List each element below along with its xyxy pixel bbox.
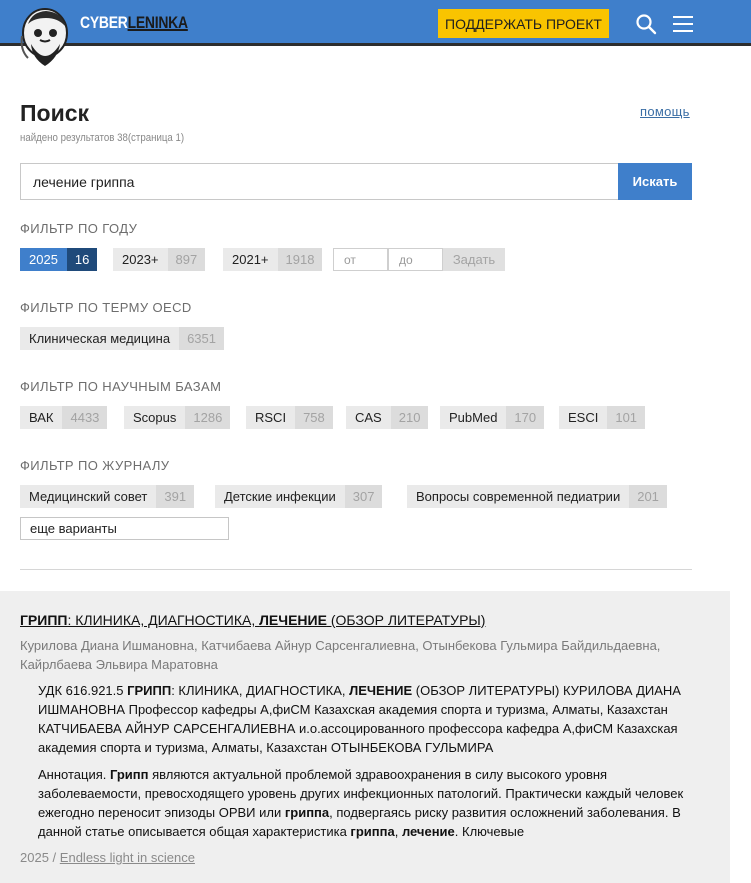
- chip-count: 101: [607, 406, 645, 429]
- chip-count: 170: [506, 406, 544, 429]
- result-footer: [20, 850, 195, 865]
- search-result-card: [0, 591, 730, 883]
- page-title: Поиск: [20, 100, 90, 126]
- year-from-input[interactable]: [333, 248, 388, 271]
- lenin-logo-icon: [18, 6, 74, 70]
- year-to-input[interactable]: [388, 248, 443, 271]
- chip-label: PubMed: [440, 406, 506, 429]
- chip-count: 16: [67, 248, 97, 271]
- highlight-term: лечение: [401, 824, 455, 839]
- title-text: (ОБЗОР ЛИТЕРАТУРЫ): [326, 612, 486, 628]
- highlight-term: ЛЕЧЕНИЕ: [349, 683, 413, 698]
- year-filter-title: ФИЛЬТР ПО ГОДУ: [20, 221, 138, 236]
- footer-separator: /: [52, 850, 57, 865]
- bases-filter-title: ФИЛЬТР ПО НАУЧНЫМ БАЗАМ: [20, 379, 222, 394]
- title-text: : КЛИНИКА, ДИАГНОСТИКА,: [67, 612, 260, 628]
- chip-count: 1286: [185, 406, 230, 429]
- chip-count: 391: [156, 485, 194, 508]
- snippet-text: . Ключевые: [454, 824, 525, 839]
- chip-count: 1918: [278, 248, 323, 271]
- chip-label: 2021+: [223, 248, 278, 271]
- more-journals-button[interactable]: еще варианты: [20, 517, 229, 540]
- result-year: 2025: [20, 850, 49, 865]
- site-header: [0, 0, 751, 46]
- site-logo[interactable]: [18, 6, 74, 70]
- highlight-term: ГРИПП: [127, 683, 172, 698]
- highlight-term: гриппа: [284, 805, 330, 820]
- site-logo-text[interactable]: [80, 13, 188, 33]
- snippet-text: УДК 616.921.5: [38, 683, 128, 698]
- chip-label: ВАК: [20, 406, 62, 429]
- chip-count: 4433: [62, 406, 107, 429]
- snippet-paragraph: [38, 765, 698, 841]
- year-chip-2025[interactable]: [20, 248, 97, 271]
- journal-filter-title: ФИЛЬТР ПО ЖУРНАЛУ: [20, 458, 170, 473]
- snippet-text: : КЛИНИКА, ДИАГНОСТИКА,: [171, 683, 350, 698]
- journal-chip-medical-council[interactable]: [20, 485, 194, 508]
- chip-label: Scopus: [124, 406, 185, 429]
- year-chip-2021-plus[interactable]: [223, 248, 322, 271]
- highlight-term: ЛЕЧЕНИЕ: [259, 612, 327, 628]
- chip-count: 6351: [179, 327, 224, 350]
- result-title-link[interactable]: [20, 612, 485, 628]
- chip-count: 210: [391, 406, 429, 429]
- oecd-filter-title: ФИЛЬТР ПО ТЕРМУ OECD: [20, 300, 192, 315]
- chip-label: ESCI: [559, 406, 607, 429]
- snippet-text: ,: [394, 824, 402, 839]
- base-chip-esci[interactable]: [559, 406, 645, 429]
- chip-count: 758: [295, 406, 333, 429]
- base-chip-scopus[interactable]: [124, 406, 230, 429]
- base-chip-rsci[interactable]: [246, 406, 333, 429]
- divider: [20, 569, 692, 570]
- snippet-text: , подвергаясь риску развития осложнений заболевания. В данной статье описывается общая характеристика: [38, 805, 681, 839]
- search-button[interactable]: Искать: [618, 163, 692, 200]
- logo-light-text: CYBER: [80, 13, 128, 32]
- chip-label: 2025: [20, 248, 67, 271]
- result-journal-link[interactable]: Endless light in science: [59, 850, 195, 865]
- highlight-term: гриппа: [350, 824, 395, 839]
- results-count: найдено результатов 38(страница 1): [20, 132, 185, 144]
- support-project-button[interactable]: ПОДДЕРЖАТЬ ПРОЕКТ: [438, 9, 609, 38]
- chip-label: Медицинский совет: [20, 485, 156, 508]
- oecd-chip-clinical-medicine[interactable]: [20, 327, 224, 350]
- chip-label: CAS: [346, 406, 391, 429]
- highlight-term: Грипп: [109, 767, 149, 782]
- year-range-set-button[interactable]: Задать: [443, 248, 505, 271]
- chip-label: RSCI: [246, 406, 295, 429]
- chip-count: 201: [629, 485, 667, 508]
- journal-chip-child-infections[interactable]: [215, 485, 382, 508]
- chip-label: 2023+: [113, 248, 168, 271]
- chip-label: Вопросы современной педиатрии: [407, 485, 629, 508]
- help-link[interactable]: помощь: [640, 104, 690, 119]
- highlight-term: ГРИПП: [20, 612, 68, 628]
- snippet-text: (ОБЗОР ЛИТЕРАТУРЫ) КУРИЛОВА ДИАНА ИШМАНОВНА Профессор кафедры А,фиСМ Казахская академия спорта и туризма, Алматы, Казахстан КАТЧИБАЕВА АЙНУР САРСЕНГАЛИЕВНА и.о.ассоцированного профессора кафедра А,фиСМ Казахская академия спорта и туризма, Алматы, Казахстан ОТЫНБЕКОВА ГУЛЬМИРА: [38, 683, 681, 755]
- logo-dark-text: LENINKA: [127, 13, 188, 32]
- result-authors: Курилова Диана Ишмановна, Катчибаева Айнур Сарсенгалиевна, Отынбекова Гульмира Байдильдаевна, Кайрлбаева Эльвира Маратовна: [20, 638, 661, 672]
- chip-label: Детские инфекции: [215, 485, 345, 508]
- result-snippet: [38, 681, 698, 849]
- year-chip-2023-plus[interactable]: [113, 248, 205, 271]
- search-icon[interactable]: [634, 12, 658, 36]
- chip-label: Клиническая медицина: [20, 327, 179, 350]
- snippet-paragraph: [38, 681, 698, 757]
- snippet-text: Аннотация.: [38, 767, 110, 782]
- chip-count: 307: [345, 485, 383, 508]
- hamburger-menu-icon[interactable]: [671, 13, 695, 35]
- chip-count: 897: [168, 248, 206, 271]
- base-chip-pubmed[interactable]: [440, 406, 544, 429]
- snippet-text: являются актуальной проблемой здравоохранения в силу высокого уровня заболеваемости, превосходящего уровень других инфекционных патологий. Практически каждый человек ежегодно переносит эпизоды ОРВИ или: [38, 767, 684, 820]
- base-chip-vak[interactable]: [20, 406, 107, 429]
- search-input[interactable]: [20, 163, 618, 200]
- base-chip-cas[interactable]: [346, 406, 428, 429]
- journal-chip-modern-pediatrics[interactable]: [407, 485, 667, 508]
